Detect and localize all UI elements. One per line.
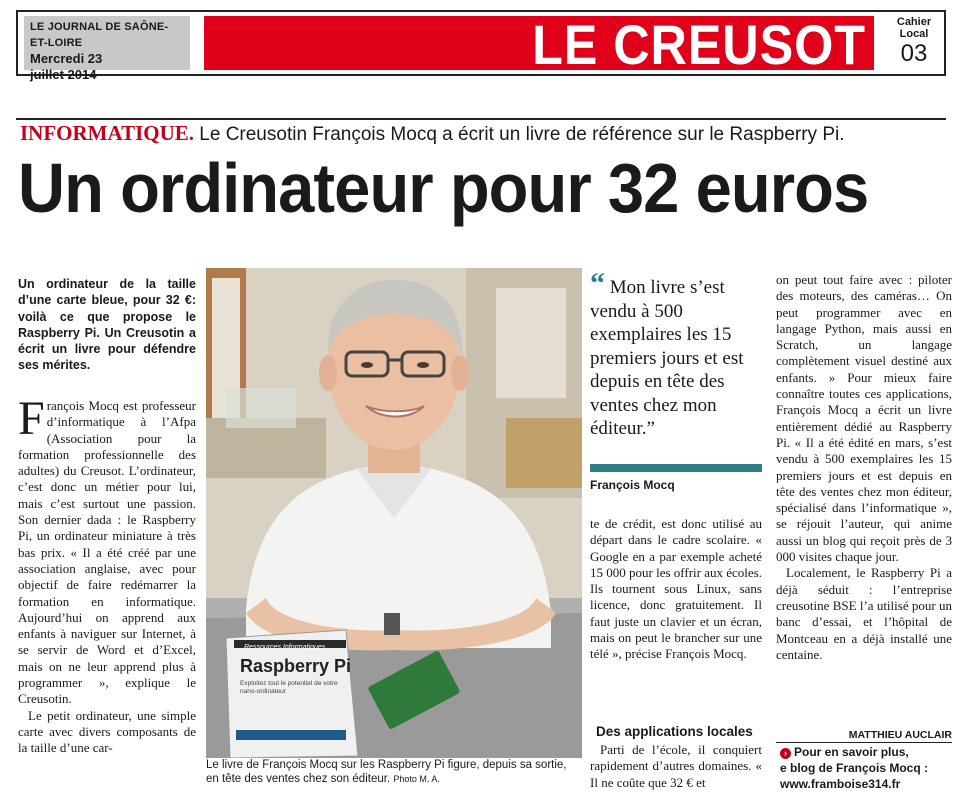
more-url: www.framboise314.fr (780, 777, 901, 791)
column-3 (590, 516, 762, 663)
photo-credit: Photo M. A. (393, 774, 440, 784)
book-series: Ressources Informatiques (244, 644, 326, 651)
edition-title: LE CREUSOT (532, 13, 866, 76)
quote-bar (590, 464, 762, 472)
paragraph: Parti de l’école, il conquiert rapidement d’autres domaines. « Il ne coûte que 32 € et (590, 742, 762, 790)
pull-quote (590, 267, 762, 441)
subheading: Des applications locales (596, 724, 753, 739)
kicker-text: Le Creusotin François Mocq a écrit un livre de référence sur le Raspberry Pi. (199, 124, 845, 145)
kicker (20, 121, 845, 146)
more-line-2: e blog de François Mocq : (780, 761, 929, 775)
date-box (24, 16, 190, 82)
article-lead: Un ordinateur de la taille d’une carte bleue, pour 32 €: voilà ce que propose le Raspberry Pi. Un Creusotin a écrit un livre pour défendre ses mérites. (18, 277, 196, 373)
kicker-tag: INFORMATIQUE. (20, 121, 195, 145)
cahier-line-1: Cahier (896, 16, 932, 28)
quote-text: Mon livre s’est vendu à 500 exemplaires les 15 premiers jours et est depuis en tête des ventes chez mon éditeur.” (590, 277, 744, 439)
date-line-2: juillet 2014 (30, 67, 97, 82)
quote-author: François Mocq (590, 478, 675, 492)
more-line-1: Pour en savoir plus, (794, 745, 909, 759)
page-number: 03 (900, 40, 928, 67)
more-info-box (780, 744, 956, 792)
paragraph: Le petit ordinateur, une simple carte avec divers composants de la taille d’une car- (18, 707, 196, 756)
cahier-label (884, 16, 944, 68)
column-4 (776, 272, 952, 663)
photo-caption (206, 758, 582, 786)
paragraph (18, 392, 196, 708)
paragraph-text: rançois Mocq est professeur d’informatique à l’Afpa (Association pour la formation professionnelle des adultes) du Creusot. L’ordinateur, c’est donc un métier pour lui, mais c’est surtout une passion. Son dernier dada : le Raspberry Pi, un ordinateur miniature à très bas prix. « Il a été créé par une association anglaise, avec pour objectif de faire redémarrer la formation en informatique. Aujourd’hui on apprend aux enfants à naviguer sur Internet, à se servir de Word et d’Excel, mais on ne leur apprend plus à programmer », explique le Creusotin. (18, 398, 196, 707)
arrow-right-icon: › (780, 748, 791, 759)
byline: MATTHIEU AUCLAIR (776, 728, 952, 743)
date-line-1: Mercredi 23 (30, 51, 103, 66)
paragraph: on peut tout faire avec : piloter des moteurs, des caméras… On peut programmer avec en langage Python, mais aussi en Scratch, un langage complètement visuel destiné aux enfants. » Pour mieux faire connaître toutes ces applications, François Mocq a écrit un livre entièrement dédié au Raspberry Pi. « Il a été édité en mars, s’est vendu à 500 exemplaires les 15 premiers jours et est depuis en tête des ventes chez mon éditeur, spécialisé dans l’informatique », se réjouit l’auteur, qui anime aussi un blog qui reçoit près de 3 000 visites chaque jour. (776, 272, 952, 565)
quote-mark-icon: “ (590, 267, 605, 300)
edition-banner (204, 13, 874, 76)
headline: Un ordinateur pour 32 euros (18, 149, 869, 227)
kicker-rule (16, 118, 946, 120)
book-title: Raspberry Pi (240, 656, 352, 676)
newspaper-name: LE JOURNAL DE SAÔNE-ET-LOIRE (30, 21, 169, 49)
article-photo (206, 268, 582, 758)
cahier-line-2: Local (899, 28, 929, 40)
drop-cap: F (18, 392, 45, 445)
paragraph: Localement, le Raspberry Pi a déjà séduit : l’entreprise creusotine BSE l’a utilisé pour un banc d’essai, et l’hôpital de Montceau en a déjà installé une centaine. (776, 565, 952, 662)
paragraph: te de crédit, est donc utilisé au départ dans le cadre scolaire. « Google en a par exemple acheté 15 000 pour les offrir aux écoles. Ils tournent sous Linux, sans licence, donc gratuitement. Il faut juste un clavier et un écran, mais on peut le brancher sur une télé », précise François Mocq. (590, 516, 762, 662)
column-3-continued (590, 742, 762, 791)
column-1 (18, 392, 196, 757)
book-subtitle: Exploitez tout le potentiel de votre nano-ordinateur (240, 680, 338, 695)
caption-text: Le livre de François Mocq sur les Raspberry Pi figure, depuis sa sortie, en tête des ventes chez son éditeur. (206, 759, 567, 785)
